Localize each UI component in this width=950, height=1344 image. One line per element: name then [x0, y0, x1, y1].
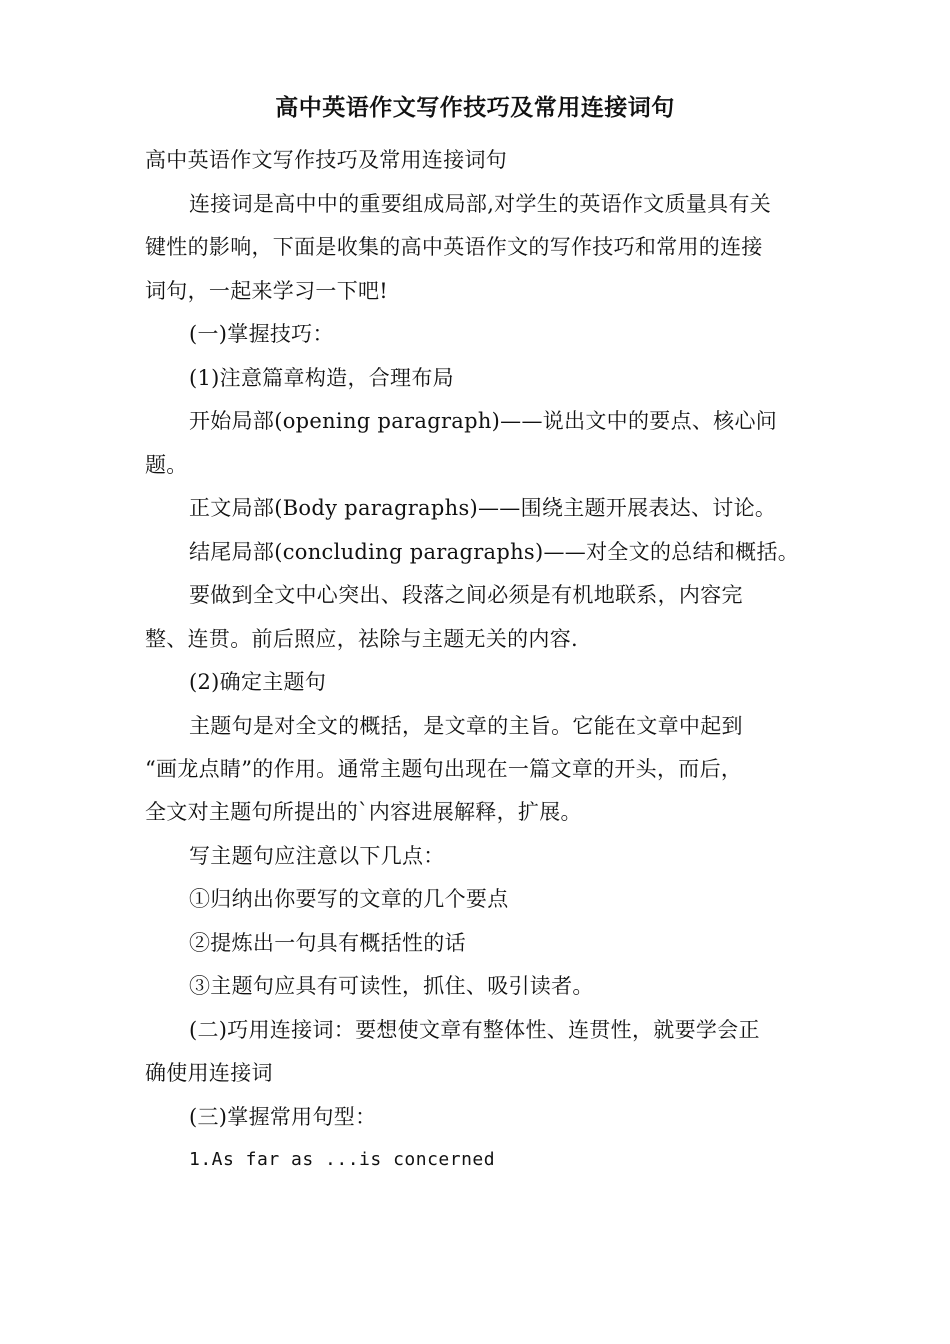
paragraph-line: 词句，一起来学习一下吧! [145, 279, 389, 303]
subsection-heading: (2)确定主题句 [189, 670, 327, 694]
paragraph-line: “画龙点睛”的作用。通常主题句出现在一篇文章的开头，而后， [145, 757, 743, 781]
paragraph-line: 结尾局部(concluding paragraphs)——对全文的总结和概括。 [189, 540, 800, 564]
paragraph-line: 全文对主题句所提出的`内容进展解释，扩展。 [145, 800, 582, 824]
paragraph-line: 要做到全文中心突出、段落之间必须是有机地联系，内容完 [189, 583, 743, 607]
paragraph-line: 题。 [145, 453, 188, 477]
list-item: ②提炼出一句具有概括性的话 [189, 931, 466, 955]
paragraph-line: 连接词是高中中的重要组成局部,对学生的英语作文质量具有关 [189, 192, 772, 216]
subsection-heading: (1)注意篇章构造，合理布局 [189, 366, 454, 390]
subtitle-line: 高中英语作文写作技巧及常用连接词句 [145, 148, 508, 172]
paragraph-line: 键性的影响，下面是收集的高中英语作文的写作技巧和常用的连接 [145, 235, 763, 259]
sentence-pattern: 1.As far as ...is concerned [189, 1149, 496, 1170]
paragraph-line: 写主题句应注意以下几点： [189, 844, 445, 868]
list-item: ③主题句应具有可读性，抓住、吸引读者。 [189, 974, 594, 998]
section-heading: (一)掌握技巧： [189, 322, 334, 346]
paragraph-line: 整、连贯。前后照应，祛除与主题无关的内容. [145, 627, 578, 651]
list-item: ①归纳出你要写的文章的几个要点 [189, 887, 509, 911]
paragraph-line: 开始局部(opening paragraph)——说出文中的要点、核心问 [189, 409, 778, 433]
document-title: 高中英语作文写作技巧及常用连接词句 [275, 94, 675, 121]
section-heading: (二)巧用连接词：要想使文章有整体性、连贯性，就要学会正 [189, 1018, 760, 1042]
paragraph-line: 确使用连接词 [145, 1061, 273, 1085]
paragraph-line: 正文局部(Body paragraphs)——围绕主题开展表达、讨论。 [189, 496, 777, 520]
paragraph-line: 主题句是对全文的概括，是文章的主旨。它能在文章中起到 [189, 714, 743, 738]
section-heading: (三)掌握常用句型： [189, 1105, 377, 1129]
